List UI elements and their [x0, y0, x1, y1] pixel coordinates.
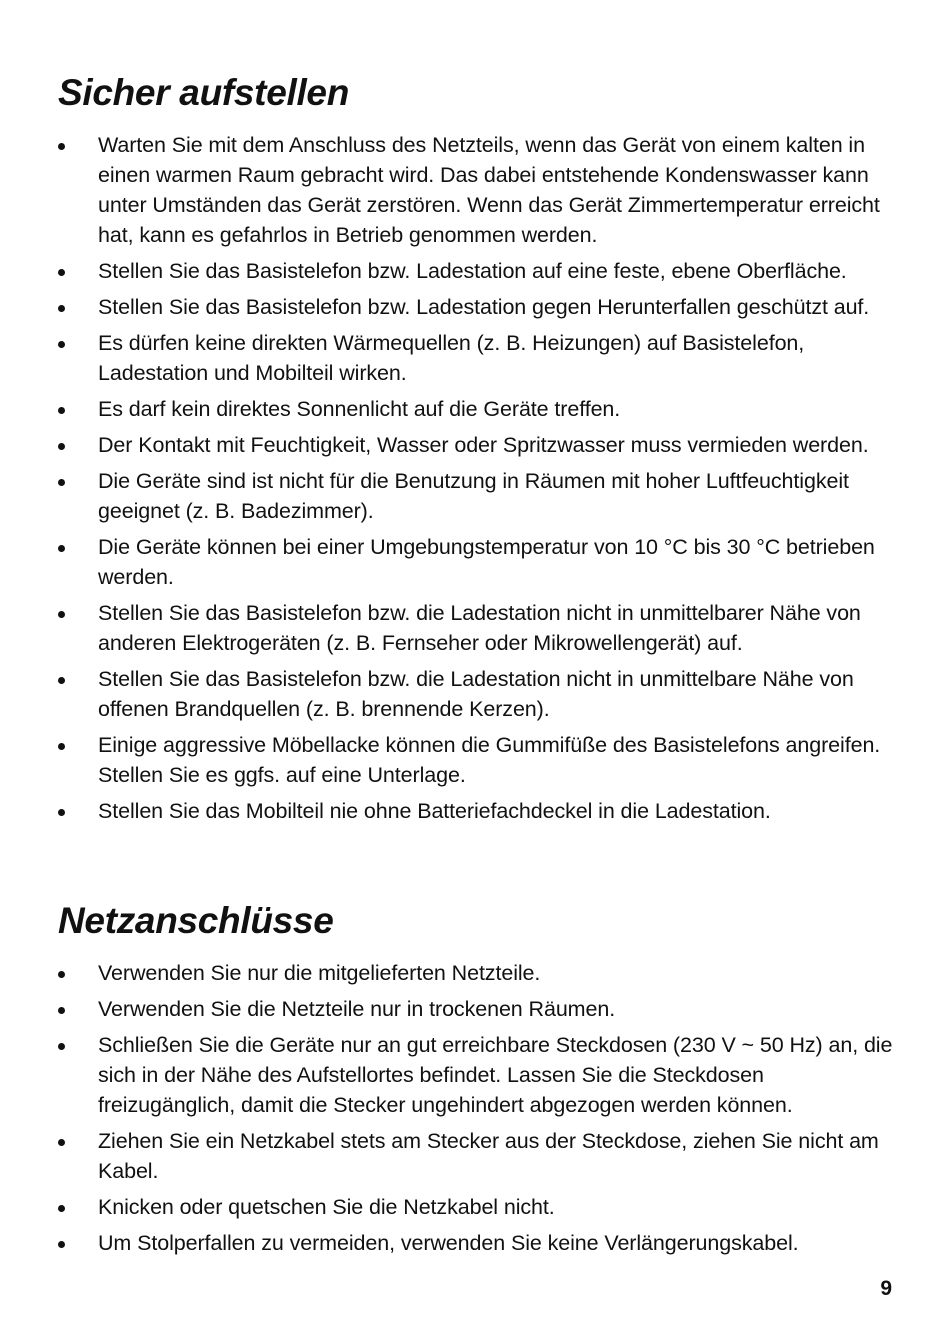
bullet-icon	[58, 677, 65, 684]
bullet-icon	[58, 1139, 65, 1146]
bullet-icon	[58, 1007, 65, 1014]
bullet-list	[58, 130, 898, 826]
bullet-icon	[58, 1241, 65, 1248]
section-heading: Netzanschlüsse	[58, 900, 334, 941]
list-item: Stellen Sie das Basistelefon bzw. die Ladestation nicht in unmittelbare Nähe von offenen Brandquellen (z. B. brennende Kerzen).	[58, 664, 898, 724]
list-item: Es darf kein direktes Sonnenlicht auf die Geräte treffen.	[58, 394, 898, 424]
list-item: Die Geräte können bei einer Umgebungstemperatur von 10 °C bis 30 °C betrieben werden.	[58, 532, 898, 592]
bullet-icon	[58, 305, 65, 312]
bullet-icon	[58, 1043, 65, 1050]
bullet-icon	[58, 611, 65, 618]
bullet-icon	[58, 143, 65, 150]
list-item: Knicken oder quetschen Sie die Netzkabel nicht.	[58, 1192, 898, 1222]
list-item: Ziehen Sie ein Netzkabel stets am Stecker aus der Steckdose, ziehen Sie nicht am Kabel.	[58, 1126, 898, 1186]
list-item: Verwenden Sie nur die mitgelieferten Netzteile.	[58, 958, 898, 988]
list-item: Es dürfen keine direkten Wärmequellen (z. B. Heizungen) auf Basistelefon, Ladestation und Mobilteil wirken.	[58, 328, 898, 388]
bullet-icon	[58, 1205, 65, 1212]
list-item: Stellen Sie das Mobilteil nie ohne Batteriefachdeckel in die Ladestation.	[58, 796, 898, 826]
list-item: Verwenden Sie die Netzteile nur in trockenen Räumen.	[58, 994, 898, 1024]
list-item: Die Geräte sind ist nicht für die Benutzung in Räumen mit hoher Luftfeuchtigkeit geeignet (z. B. Badezimmer).	[58, 466, 898, 526]
section-sicher-aufstellen	[58, 70, 898, 832]
list-item: Stellen Sie das Basistelefon bzw. Ladestation auf eine feste, ebene Oberfläche.	[58, 256, 898, 286]
list-item: Um Stolperfallen zu vermeiden, verwenden Sie keine Verlängerungskabel.	[58, 1228, 898, 1258]
bullet-icon	[58, 971, 65, 978]
list-item: Einige aggressive Möbellacke können die Gummifüße des Basistelefons angreifen. Stellen Sie es ggfs. auf eine Unterlage.	[58, 730, 898, 790]
bullet-icon	[58, 269, 65, 276]
bullet-icon	[58, 809, 65, 816]
page-number: 9	[880, 1277, 892, 1300]
bullet-icon	[58, 407, 65, 414]
list-item: Schließen Sie die Geräte nur an gut erreichbare Steckdosen (230 V ~ 50 Hz) an, die sich in der Nähe des Aufstellortes befindet. Lassen Sie die Steckdosen freizugänglich, damit die Stecker ungehindert abgezogen werden können.	[58, 1030, 898, 1120]
bullet-list	[58, 958, 898, 1258]
list-item: Stellen Sie das Basistelefon bzw. die Ladestation nicht in unmittelbarer Nähe von anderen Elektrogeräten (z. B. Fernseher oder Mikrowellengerät) auf.	[58, 598, 898, 658]
bullet-icon	[58, 443, 65, 450]
list-item: Stellen Sie das Basistelefon bzw. Ladestation gegen Herunterfallen geschützt auf.	[58, 292, 898, 322]
list-item: Warten Sie mit dem Anschluss des Netzteils, wenn das Gerät von einem kalten in einen warmen Raum gebracht wird. Das dabei entstehende Kondenswasser kann unter Umständen das Gerät zerstören. Wenn das Gerät Zimmertemperatur erreicht hat, kann es gefahrlos in Betrieb genommen werden.	[58, 130, 898, 250]
bullet-icon	[58, 545, 65, 552]
bullet-icon	[58, 743, 65, 750]
bullet-icon	[58, 341, 65, 348]
bullet-icon	[58, 479, 65, 486]
section-netzanschluesse	[58, 898, 898, 1264]
list-item: Der Kontakt mit Feuchtigkeit, Wasser oder Spritzwasser muss vermieden werden.	[58, 430, 898, 460]
section-heading: Sicher aufstellen	[58, 72, 350, 113]
